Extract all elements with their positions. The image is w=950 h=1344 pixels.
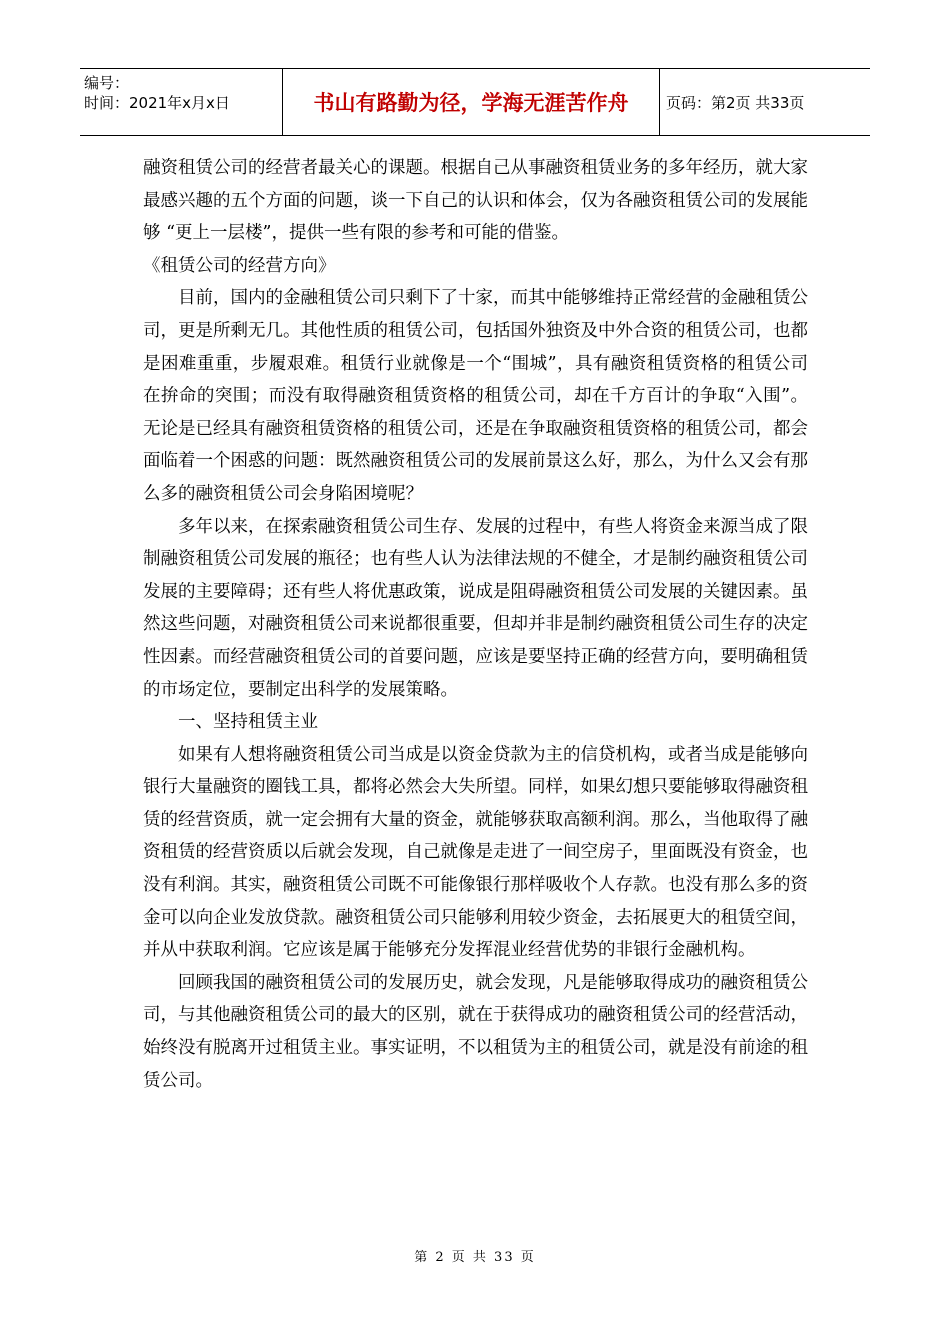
- section-title: 《租赁公司的经营方向》: [143, 255, 336, 276]
- paragraph: 融资租赁公司的经营者最关心的课题。根据自己从事融资租赁业务的多年经历，就大家最感兴趣的五个方面的问题，谈一下自己的认识和体会，仅为各融资租赁公司的发展能够 “更上一层楼”，提供一些有限的参考和可能的借鉴。: [143, 158, 808, 244]
- paragraph: 目前，国内的金融租赁公司只剩下了十家，而其中能够维持正常经营的金融租赁公司，更是所剩无几。其他性质的租赁公司，包括国外独资及中外合资的租赁公司，也都是困难重重，步履艰难。租赁行业就像是一个“围城”，具有融资租赁资格的租赁公司在拚命的突围；而没有取得融资租赁资格的租赁公司，却在千方百计的争取“入围”。无论是已经具有融资租赁资格的租赁公司，还是在争取融资租赁资格的租赁公司，都会面临着一个困惑的问题：既然融资租赁公司的发展前景这么好，那么，为什么又会有那么多的融资租赁公司会身陷困境呢？: [143, 288, 808, 504]
- paragraph: 多年以来，在探索融资租赁公司生存、发展的过程中，有些人将资金来源当成了限制融资租赁公司发展的瓶径；也有些人认为法律法规的不健全，才是制约融资租赁公司发展的主要障碍；还有些人将优惠政策，说成是阻碍融资租赁公司发展的关键因素。虽然这些问题，对融资租赁公司来说都很重要，但却并非是制约融资租赁公司生存的决定性因素。而经营融资租赁公司的首要问题，应该是要坚持正确的经营方向，要明确租赁的市场定位，要制定出科学的发展策略。: [143, 516, 808, 700]
- page-footer: 第 2 页 共 33 页: [414, 1250, 536, 1265]
- header-meta: [80, 69, 283, 135]
- document-date: 时间：2021年x月x日: [84, 94, 230, 112]
- header-page-info: 页码：第2页 共33页: [666, 93, 805, 112]
- paragraph: 回顾我国的融资租赁公司的发展历史，就会发现，凡是能够取得成功的融资租赁公司，与其他融资租赁公司的最大的区别，就在于获得成功的融资租赁公司的经营活动，始终没有脱离开过租赁主业。事实证明，不以租赁为主的租赁公司，就是没有前途的租赁公司。: [143, 972, 808, 1091]
- document-body: [143, 152, 808, 1097]
- header-motto: 书山有路勤为径，学海无涯苦作舟: [283, 69, 660, 135]
- section-heading: 一、坚持租赁主业: [178, 712, 318, 733]
- paragraph: 如果有人想将融资租赁公司当成是以资金贷款为主的信贷机构，或者当成是能够向银行大量融资的圈钱工具，都将必然会大失所望。同样，如果幻想只要能够取得融资租赁的经营资质，就一定会拥有大量的资金，就能够获取高额利润。那么，当他取得了融资租赁的经营资质以后就会发现，自己就像是走进了一间空房子，里面既没有资金，也没有利润。其实，融资租赁公司既不可能像银行那样吸收个人存款。也没有那么多的资金可以向企业发放贷款。融资租赁公司只能够利用较少资金，去拓展更大的租赁空间，并从中获取利润。它应该是属于能够充分发挥混业经营优势的非银行金融机构。: [143, 744, 808, 961]
- page-header: [80, 68, 870, 136]
- document-number: 编号：: [84, 74, 130, 92]
